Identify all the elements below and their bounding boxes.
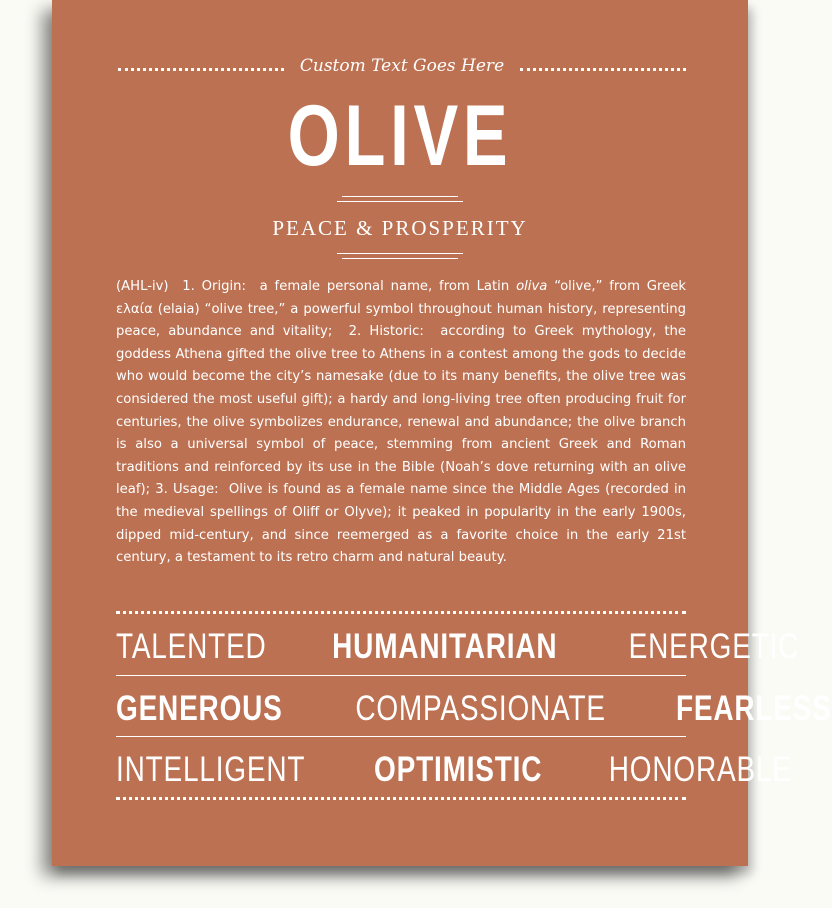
pronunciation: (AHL-iv) — [116, 279, 169, 294]
origin-text-continued: “olive,” from Greek ελαία (elaia) “olive tree,” a powerful symbol throughout human history, representing peace, abundance and vitality; — [116, 279, 686, 340]
trait-word: INTELLIGENT — [116, 750, 306, 789]
dotted-divider-right — [520, 68, 686, 71]
trait-word: HUMANITARIAN — [332, 627, 558, 666]
name-definition — [116, 276, 686, 570]
trait-word: HONORABLE — [608, 750, 792, 789]
name-underline-top — [342, 196, 458, 197]
trait-word: COMPASSIONATE — [355, 689, 607, 728]
usage-label: 3. Usage: — [155, 482, 219, 498]
tagline-row — [118, 52, 686, 82]
origin-label: 1. Origin: — [182, 279, 246, 294]
trait-word: GENEROUS — [116, 689, 283, 728]
poster-name-title: OLIVE — [287, 88, 513, 184]
usage-text: Olive is found as a female name since the Middle Ages (recorded in the medieval spellings of Oliff or Olyve); it peaked in popularity in the early 1900s, dipped mid-century, and since reemerged as a favorite choice in the early 21st century, a testament to its retro charm and natural beauty. — [116, 482, 686, 566]
trait-word: OPTIMISTIC — [373, 750, 542, 789]
historic-label: 2. Historic: — [348, 324, 424, 340]
name-underline-bottom — [337, 201, 463, 202]
trait-row-1 — [116, 622, 800, 672]
dotted-divider-left — [118, 68, 284, 71]
trait-word: FEARLESS — [676, 689, 832, 728]
trait-word: TALENTED — [116, 627, 267, 666]
origin-latin-word: oliva — [516, 279, 548, 294]
trait-row-divider-2 — [116, 736, 686, 737]
meaning-underline-bottom — [342, 258, 458, 259]
historic-text: according to Greek mythology, the goddess Athena gifted the olive tree to Athens in a contest among the gods to decide who would become the city’s namesake (due to its many benefits, the olive tree was considered the most useful gift); a hardy and long-living tree often producing fruit for centuries, the olive symbolizes endurance, renewal and abundance; the olive branch is also a universal symbol of peace, stemming from ancient Greek and Roman traditions and reinforced by its use in the Bible (Noah’s dove returning with an olive leaf); — [116, 324, 686, 498]
name-poster — [52, 0, 832, 866]
meaning-underline-top — [337, 253, 463, 254]
trait-word: ENERGETIC — [628, 627, 800, 666]
trait-row-divider-1 — [116, 675, 686, 676]
trait-row-3 — [116, 745, 792, 795]
custom-tagline: Custom Text Goes Here — [299, 56, 505, 76]
traits-dotted-divider-bottom — [116, 797, 686, 800]
origin-text: a female personal name, from Latin — [259, 279, 510, 294]
traits-dotted-divider-top — [116, 611, 686, 614]
trait-row-2 — [116, 684, 832, 734]
name-meaning: PEACE & PROSPERITY — [272, 216, 528, 240]
